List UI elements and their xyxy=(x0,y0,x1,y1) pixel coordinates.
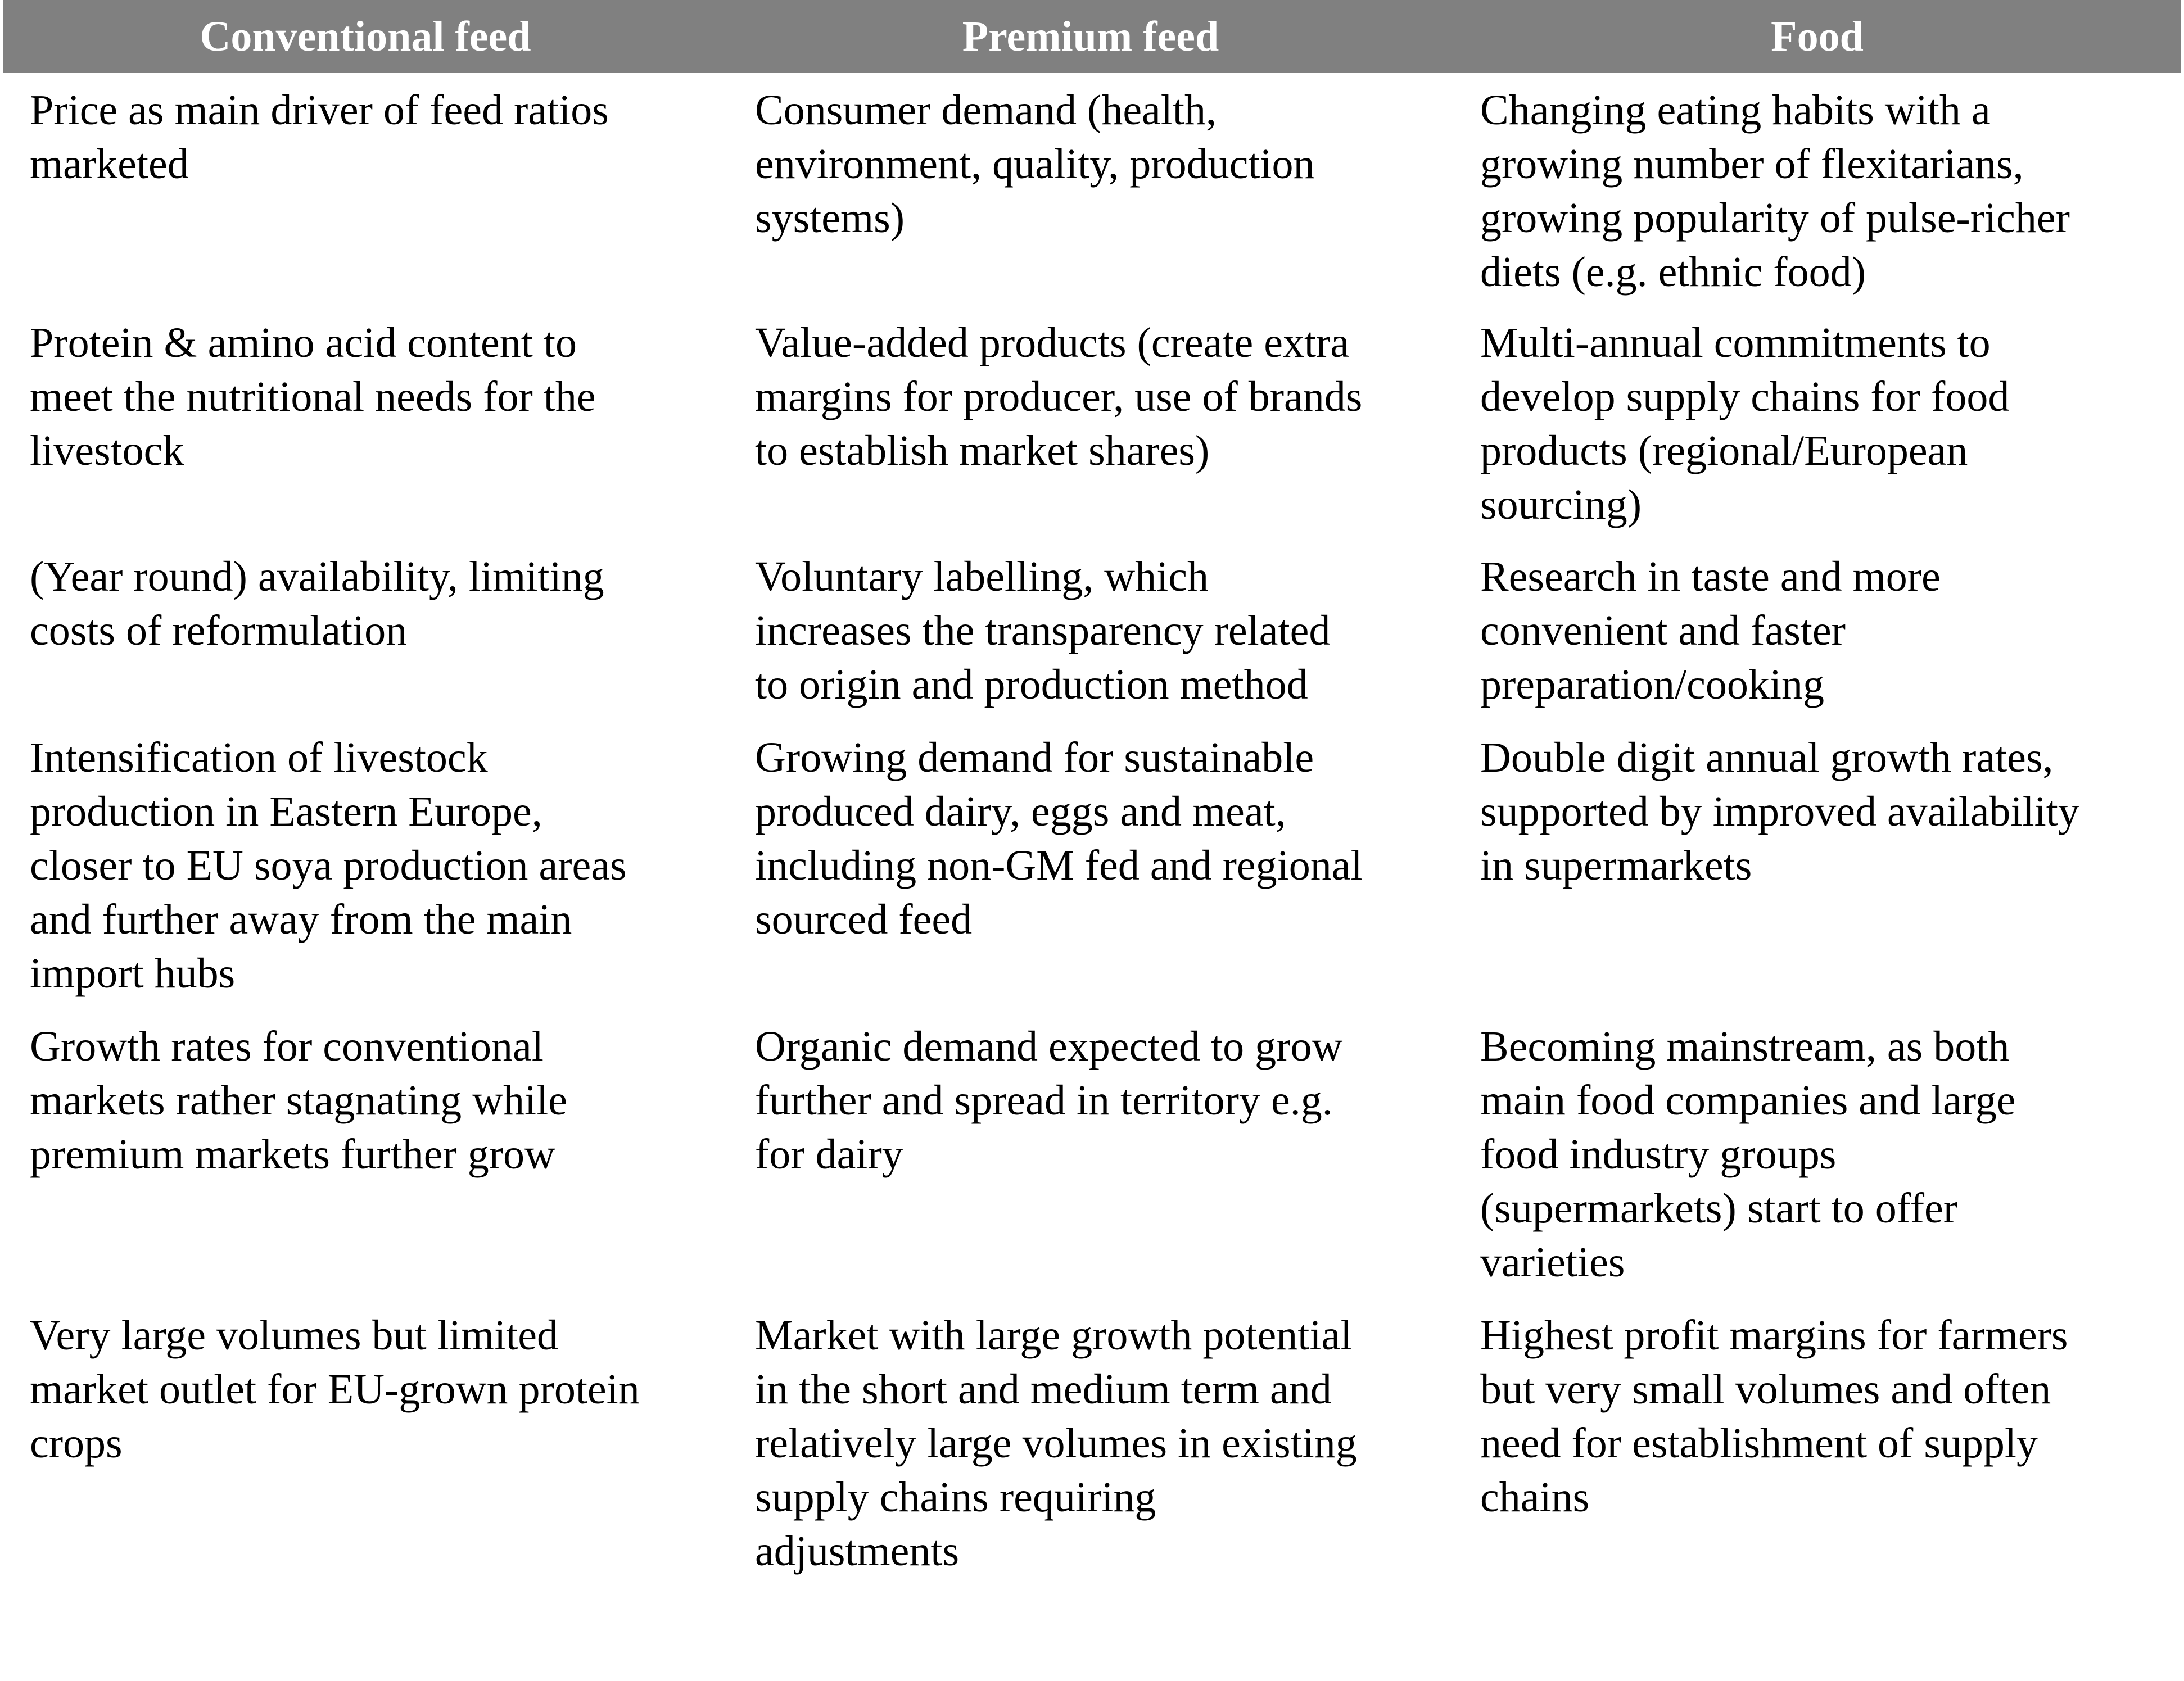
table-cell-conventional: (Year round) availability, limiting costs of reformulation xyxy=(30,553,604,654)
table-cell-premium: Growing demand for sustainable produced dairy, eggs and meat, including non-GM fed and regional sourced feed xyxy=(755,734,1363,943)
header-premium-feed: Premium feed xyxy=(962,13,1219,60)
table-row xyxy=(3,1009,2181,1298)
table-cell-food: Multi-annual commitments to develop supply chains for food products (regional/European sourcing) xyxy=(1480,319,2010,528)
table-cell-premium: Value-added products (create extra margins for producer, use of brands to establish market shares) xyxy=(755,319,1363,474)
table-cell-food: Double digit annual growth rates, supported by improved availability in supermarkets xyxy=(1480,734,2079,889)
table-row xyxy=(3,721,2181,1009)
table-cell-food: Becoming mainstream, as both main food companies and large food industry groups (supermarkets) start to offer varieties xyxy=(1480,1023,2016,1286)
header-food: Food xyxy=(1771,13,1864,60)
table-cell-conventional: Protein & amino acid content to meet the nutritional needs for the livestock xyxy=(30,319,596,474)
table-cell-premium: Voluntary labelling, which increases the transparency related to origin and production method xyxy=(755,553,1331,708)
table-cell-conventional: Growth rates for conventional markets rather stagnating while premium markets further grow xyxy=(30,1023,568,1178)
table-cell-premium: Market with large growth potential in the short and medium term and relatively large volumes in existing supply chains requiring adjustments xyxy=(755,1312,1357,1575)
table-cell-premium: Organic demand expected to grow further and spread in territory e.g. for dairy xyxy=(755,1023,1343,1178)
table-cell-food: Highest profit margins for farmers but very small volumes and often need for establishment of supply chains xyxy=(1480,1312,2068,1521)
table-cell-food: Research in taste and more convenient and faster preparation/cooking xyxy=(1480,553,1941,708)
table-cell-conventional: Price as main driver of feed ratios marketed xyxy=(30,87,609,188)
table-row xyxy=(3,73,2181,306)
table-cell-conventional: Very large volumes but limited market outlet for EU-grown protein crops xyxy=(30,1312,640,1467)
table-row xyxy=(3,1298,2181,1613)
table-cell-conventional: Intensification of livestock production in Eastern Europe, closer to EU soya production areas and further away from the main import hubs xyxy=(30,734,627,997)
table-cell-food: Changing eating habits with a growing number of flexitarians, growing popularity of pulse-richer diets (e.g. ethnic food) xyxy=(1480,87,2070,296)
table-row xyxy=(3,540,2181,721)
table-row xyxy=(3,306,2181,540)
comparison-table xyxy=(3,0,2181,1613)
header-conventional-feed: Conventional feed xyxy=(200,13,531,60)
table-header xyxy=(3,0,2181,73)
table-cell-premium: Consumer demand (health, environment, quality, production systems) xyxy=(755,87,1315,242)
